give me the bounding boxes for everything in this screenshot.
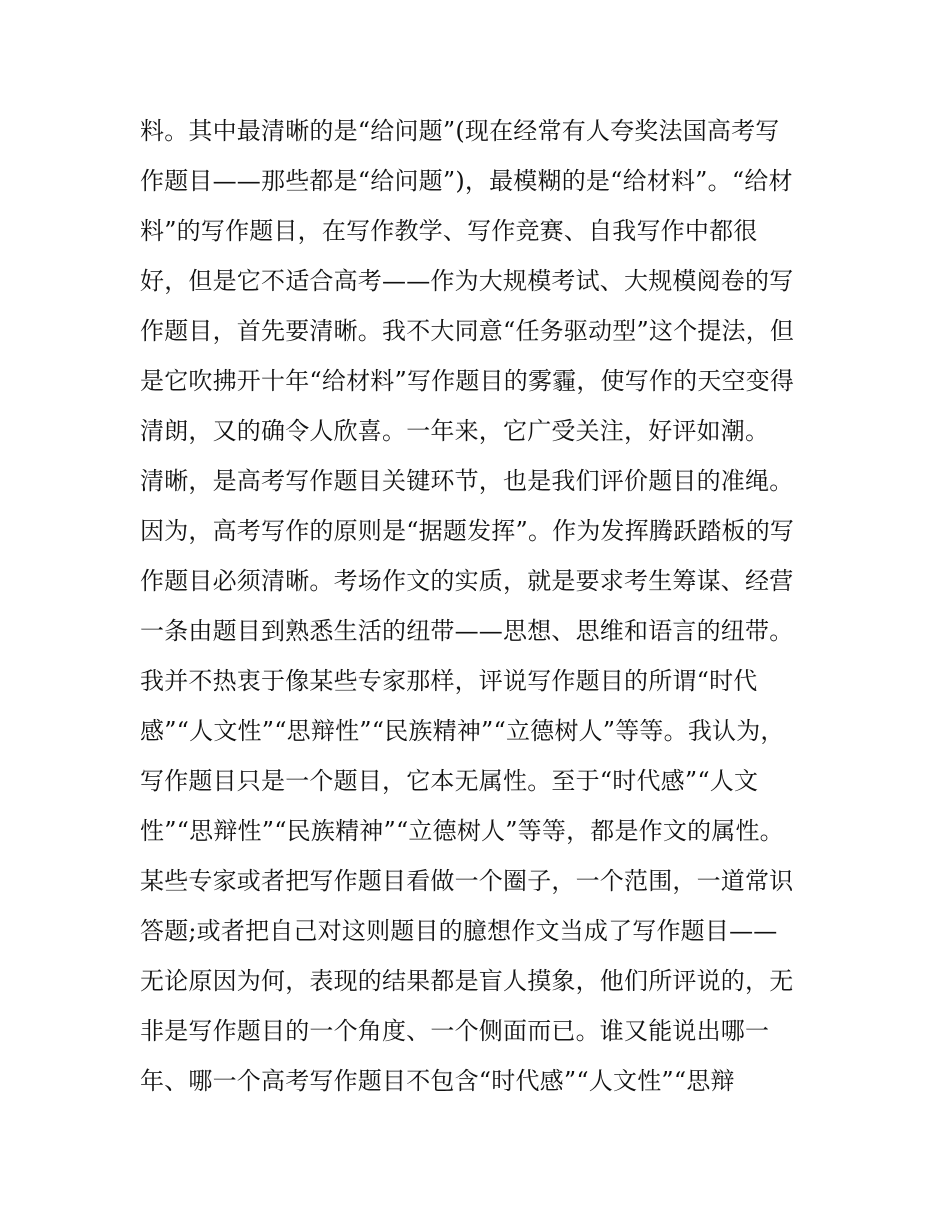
text-line: 年、哪一个高考写作题目不包含“时代感”“人文性”“思辩: [140, 1067, 735, 1095]
text-line: 写作题目只是一个题目，它本无属性。至于“时代感”“人文: [140, 767, 759, 795]
text-line: 无论原因为何，表现的结果都是盲人摸象，他们所评说的，无: [140, 967, 794, 995]
text-line: 作题目必须清晰。考场作文的实质，就是要求考生筹谋、经营: [140, 567, 794, 595]
text-line: 作题目——那些都是“给问题”)，最模糊的是“给材料”。“给材: [140, 167, 793, 195]
text-line: 是它吹拂开十年“给材料”写作题目的雾霾，使写作的天空变得: [140, 367, 795, 395]
text-line: 因为，高考写作的原则是“据题发挥”。作为发挥腾跃踏板的写: [140, 517, 795, 545]
text-line: 清朗，又的确令人欣喜。一年来，它广受关注，好评如潮。: [140, 417, 770, 445]
body-text: [140, 106, 820, 1106]
text-line: 感”“人文性”“思辩性”“民族精神”“立德树人”等等。我认为，: [140, 717, 785, 745]
text-line: 料”的写作题目，在写作教学、写作竞赛、自我写作中都很: [140, 217, 758, 245]
text-line: 作题目，首先要清晰。我不大同意“任务驱动型”这个提法，但: [140, 317, 795, 345]
text-line: 一条由题目到熟悉生活的纽带——思想、思维和语言的纽带。: [140, 617, 794, 645]
text-line: 好，但是它不适合高考——作为大规模考试、大规模阅卷的写: [140, 267, 794, 295]
text-line: 答题;或者把自己对这则题目的臆想作文当成了写作题目——: [140, 917, 778, 945]
text-line: 某些专家或者把写作题目看做一个圈子，一个范围，一道常识: [140, 867, 794, 895]
text-line: 清晰，是高考写作题目关键环节，也是我们评价题目的准绳。: [140, 467, 794, 495]
text-line: 非是写作题目的一个角度、一个侧面而已。谁又能说出哪一: [140, 1017, 770, 1045]
text-line: 我并不热衷于像某些专家那样，评说写作题目的所谓“时代: [140, 667, 758, 695]
text-line: 性”“思辩性”“民族精神”“立德树人”等等，都是作文的属性。: [140, 817, 784, 845]
text-line: 料。其中最清晰的是“给问题”(现在经常有人夸奖法国高考写: [140, 117, 780, 145]
